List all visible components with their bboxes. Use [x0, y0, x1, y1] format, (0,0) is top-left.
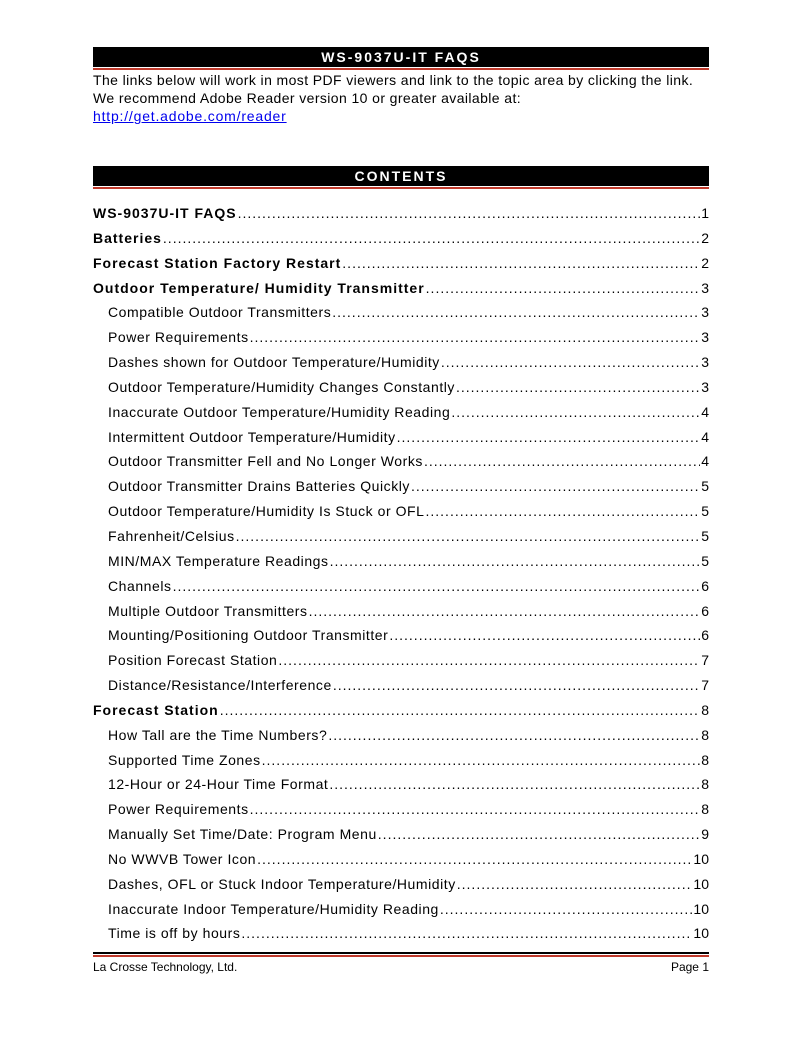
toc-entry-label: Outdoor Temperature/ Humidity Transmitter	[93, 279, 425, 296]
toc-entry-label: Position Forecast Station	[108, 652, 278, 669]
toc-entry-label: Power Requirements	[108, 329, 249, 346]
toc-entry[interactable]	[93, 648, 709, 673]
toc-dot-leader	[426, 499, 701, 524]
intro-paragraph	[93, 71, 709, 125]
toc-dot-leader	[163, 226, 700, 251]
toc-entry-label: Time is off by hours	[108, 925, 241, 942]
contents-title: CONTENTS	[354, 168, 448, 184]
document-title: WS-9037U-IT FAQS	[321, 49, 481, 65]
toc-dot-leader	[236, 524, 701, 549]
toc-dot-leader	[440, 897, 693, 922]
toc-entry-page: 7	[701, 677, 709, 694]
footer-company: La Crosse Technology, Ltd.	[93, 960, 238, 974]
toc-entry-label: No WWVB Tower Icon	[108, 850, 257, 867]
toc-entry-page: 10	[693, 875, 709, 892]
toc-dot-leader	[456, 375, 700, 400]
toc-dot-leader	[389, 623, 700, 648]
toc-entry[interactable]	[93, 499, 709, 524]
toc-entry-label: Outdoor Temperature/Humidity Is Stuck or OFL	[108, 503, 425, 520]
toc-entry[interactable]	[93, 872, 709, 897]
toc-dot-leader	[173, 574, 701, 599]
footer-rule	[93, 952, 709, 954]
toc-dot-leader	[333, 673, 700, 698]
document-title-banner	[93, 47, 709, 67]
toc-entry[interactable]	[93, 375, 709, 400]
toc-dot-leader	[262, 748, 701, 773]
toc-entry[interactable]	[93, 772, 709, 797]
toc-entry-label: WS-9037U-IT FAQS	[93, 205, 237, 221]
toc-entry[interactable]	[93, 921, 709, 946]
toc-entry-label: Batteries	[93, 229, 162, 246]
page-footer	[93, 960, 709, 974]
toc-entry-page: 4	[701, 428, 709, 445]
contents-banner	[93, 166, 709, 186]
toc-entry-label: Intermittent Outdoor Temperature/Humidity	[108, 428, 396, 445]
toc-entry-page: 6	[701, 627, 709, 644]
toc-entry-page: 3	[701, 354, 709, 371]
toc-entry[interactable]	[93, 449, 709, 474]
toc-entry-label: Forecast Station	[93, 701, 219, 718]
toc-entry-label: MIN/MAX Temperature Readings	[108, 552, 329, 569]
footer-page-number: Page 1	[670, 960, 709, 974]
toc-entry[interactable]	[93, 226, 709, 251]
toc-entry[interactable]	[93, 698, 709, 723]
toc-entry-page: 2	[701, 229, 709, 246]
title-accent-rule	[93, 68, 709, 70]
toc-entry-page: 6	[701, 602, 709, 619]
toc-dot-leader	[250, 797, 701, 822]
toc-dot-leader	[378, 822, 700, 847]
toc-dot-leader	[278, 648, 700, 673]
toc-entry[interactable]	[93, 276, 709, 301]
toc-entry-label: Distance/Resistance/Interference	[108, 677, 332, 694]
toc-entry-page: 6	[701, 577, 709, 594]
toc-entry-page: 3	[701, 329, 709, 346]
toc-dot-leader	[457, 872, 693, 897]
toc-entry-page: 3	[701, 378, 709, 395]
toc-entry-page: 3	[701, 304, 709, 321]
toc-entry-page: 1	[701, 205, 709, 221]
toc-entry-label: Outdoor Transmitter Fell and No Longer Works	[108, 453, 423, 470]
toc-entry-label: Dashes shown for Outdoor Temperature/Humidity	[108, 354, 440, 371]
contents-accent-rule	[93, 187, 709, 189]
toc-entry[interactable]	[93, 797, 709, 822]
toc-dot-leader	[411, 474, 700, 499]
toc-entry[interactable]	[93, 474, 709, 499]
toc-entry[interactable]	[93, 524, 709, 549]
toc-entry-page: 5	[701, 503, 709, 520]
toc-entry[interactable]	[93, 723, 709, 748]
adobe-reader-link[interactable]: http://get.adobe.com/reader	[93, 108, 287, 124]
toc-dot-leader	[441, 350, 700, 375]
toc-entry[interactable]	[93, 623, 709, 648]
toc-entry[interactable]	[93, 574, 709, 599]
toc-entry-page: 10	[693, 925, 709, 942]
toc-entry-label: Inaccurate Outdoor Temperature/Humidity Reading	[108, 403, 451, 420]
table-of-contents	[93, 201, 709, 946]
toc-entry[interactable]	[93, 325, 709, 350]
toc-entry-label: Dashes, OFL or Stuck Indoor Temperature/Humidity	[108, 875, 456, 892]
toc-entry-page: 9	[701, 826, 709, 843]
toc-entry-page: 8	[701, 801, 709, 818]
toc-dot-leader	[257, 847, 692, 872]
toc-entry-page: 4	[701, 453, 709, 470]
toc-entry-page: 2	[701, 254, 709, 271]
toc-dot-leader	[332, 300, 700, 325]
toc-entry-page: 4	[701, 403, 709, 420]
toc-entry-label: Supported Time Zones	[108, 751, 261, 768]
toc-entry[interactable]	[93, 822, 709, 847]
toc-entry[interactable]	[93, 897, 709, 922]
toc-dot-leader	[424, 449, 700, 474]
toc-dot-leader	[451, 400, 700, 425]
toc-entry-page: 5	[701, 527, 709, 544]
toc-entry-label: Multiple Outdoor Transmitters	[108, 602, 308, 619]
document-page	[93, 0, 709, 1037]
toc-entry-label: Outdoor Transmitter Drains Batteries Quickly	[108, 478, 410, 495]
toc-entry-label: Fahrenheit/Celsius	[108, 527, 235, 544]
toc-dot-leader	[329, 772, 700, 797]
toc-entry-page: 5	[701, 552, 709, 569]
toc-entry[interactable]	[93, 847, 709, 872]
toc-entry-label: Outdoor Temperature/Humidity Changes Constantly	[108, 378, 455, 395]
footer-accent-rule	[93, 955, 709, 957]
toc-entry-label: 12-Hour or 24-Hour Time Format	[108, 776, 329, 793]
toc-dot-leader	[250, 325, 701, 350]
toc-entry-label: Compatible Outdoor Transmitters	[108, 304, 332, 321]
toc-entry[interactable]	[93, 201, 709, 226]
toc-entry[interactable]	[93, 350, 709, 375]
toc-entry-page: 8	[701, 751, 709, 768]
toc-entry-label: Mounting/Positioning Outdoor Transmitter	[108, 627, 389, 644]
toc-entry-label: Inaccurate Indoor Temperature/Humidity Reading	[108, 900, 439, 917]
toc-entry-page: 8	[701, 701, 709, 718]
toc-entry[interactable]	[93, 300, 709, 325]
toc-dot-leader	[220, 698, 701, 723]
toc-entry[interactable]	[93, 748, 709, 773]
toc-dot-leader	[309, 599, 701, 624]
toc-entry[interactable]	[93, 251, 709, 276]
toc-dot-leader	[328, 723, 700, 748]
toc-entry-label: Manually Set Time/Date: Program Menu	[108, 826, 377, 843]
toc-entry[interactable]	[93, 425, 709, 450]
toc-entry-page: 3	[701, 279, 709, 296]
toc-dot-leader	[330, 549, 701, 574]
toc-entry-label: Channels	[108, 577, 172, 594]
toc-entry-label: Power Requirements	[108, 801, 249, 818]
toc-entry[interactable]	[93, 599, 709, 624]
toc-entry-page: 7	[701, 652, 709, 669]
toc-entry-page: 10	[693, 850, 709, 867]
toc-entry-label: Forecast Station Factory Restart	[93, 254, 342, 271]
toc-dot-leader	[241, 921, 692, 946]
toc-entry-label: How Tall are the Time Numbers?	[108, 726, 328, 743]
toc-dot-leader	[397, 425, 701, 450]
toc-entry[interactable]	[93, 549, 709, 574]
toc-dot-leader	[342, 251, 700, 276]
intro-text: The links below will work in most PDF viewers and link to the topic area by clicking the link. We recommend Adobe Reader version 10 or greater available at:	[93, 72, 694, 106]
toc-entry-page: 10	[693, 900, 709, 917]
toc-entry-page: 5	[701, 478, 709, 495]
toc-dot-leader	[238, 201, 701, 226]
toc-entry[interactable]	[93, 673, 709, 698]
toc-entry-page: 8	[701, 776, 709, 793]
toc-entry-page: 8	[701, 726, 709, 743]
toc-dot-leader	[426, 276, 701, 301]
toc-entry[interactable]	[93, 400, 709, 425]
